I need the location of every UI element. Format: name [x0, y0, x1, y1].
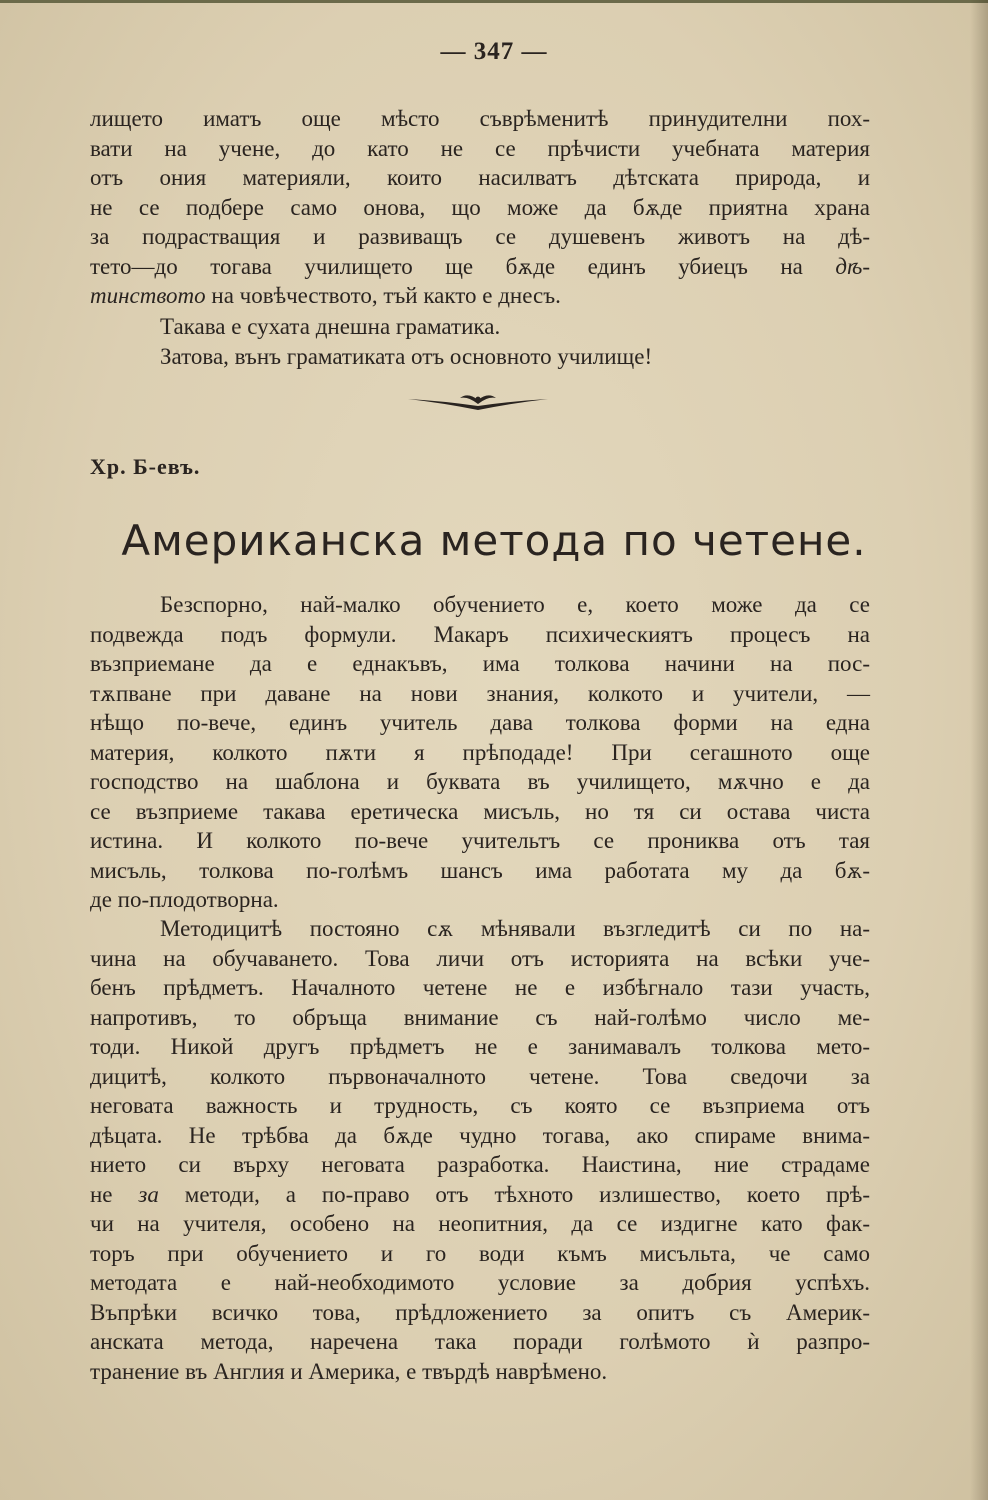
closing-line: Такава е сухата днешна граматика. — [160, 314, 501, 339]
text-line: чина на обучаването. Това личи отъ историята на всѣки уче- — [90, 945, 870, 971]
text-line: тоди. Никой другъ прѣдметъ не е занимавалъ толкова мето- — [90, 1034, 870, 1059]
text-line — [90, 1180, 870, 1210]
text-line: Методицитѣ постояно сѫ мѣнявали възгледитѣ си по на- — [160, 916, 870, 941]
text-segment: на човѣчеството, тъй както е днесъ. — [205, 283, 561, 308]
spine-shadow — [970, 0, 988, 1500]
text-line: се възприеме такава еретическа мисъль, но тя си остава чиста — [90, 798, 870, 824]
continued-paragraph — [90, 104, 870, 311]
text-line: нѣщо по-вече, единъ учитель дава толкова форми на една — [90, 710, 870, 735]
text-line: анската метода, наречена така поради голѣмото ѝ разпро- — [90, 1329, 870, 1354]
text-line: дицитѣ, колкото първоначалното четене. Това сведочи за — [90, 1063, 870, 1089]
text-line — [90, 281, 870, 311]
text-line: чи на учителя, особено на неопитния, да се издигне като фак- — [90, 1211, 870, 1236]
text-line: възприемане да е еднакъвъ, има толкова начини на пос- — [90, 651, 870, 676]
top-edge-rule — [0, 0, 988, 3]
text-line: отъ ония материяли, които насилватъ дѣтската природа, и — [90, 165, 870, 190]
text-line: методата е най-необходимото условие за добрия успѣхъ. — [90, 1270, 870, 1295]
text-line: подвежда подъ формули. Макаръ психическиятъ процесъ на — [90, 621, 870, 647]
section-divider-ornament-icon — [408, 390, 548, 412]
text-line: материя, колкото пѫти я прѣподаде! При сегашното още — [90, 739, 870, 765]
text-line: де по-плодотворна. — [90, 887, 279, 912]
text-line — [90, 252, 870, 282]
closing-line: Затова, вънъ граматиката отъ основното училище! — [160, 344, 653, 369]
text-line: господство на шаблона и буквата въ училището, мѫчно е да — [90, 769, 870, 794]
text-line: напротивъ, то обръща внимание съ най-голѣмо число ме- — [90, 1004, 870, 1030]
article-paragraph-1 — [90, 590, 870, 915]
text-line: торъ при обучението и го води къмъ мисъльта, че само — [90, 1240, 870, 1266]
italic-segment: дѣ- — [835, 253, 870, 279]
page-number: — 347 — — [440, 38, 548, 65]
text-line: неговата важность и трудность, съ която се възприема отъ — [90, 1093, 870, 1118]
italic-segment: за — [138, 1181, 159, 1207]
text-line: Безспорно, най-малко обучението е, което може да се — [160, 592, 870, 617]
text-line: транение въ Англия и Америка, е твърдѣ наврѣмено. — [90, 1358, 608, 1384]
text-line: Въпрѣки всичко това, прѣдложението за опитъ съ Америк- — [90, 1299, 870, 1325]
text-segment: тето—до тогава училището ще бѫде единъ убиецъ на — [90, 253, 836, 279]
text-line: нието си върху неговата разработка. Наистина, ние страдаме — [90, 1152, 870, 1177]
text-line: за подрастващия и развиващъ се душевенъ животъ на дѣ- — [90, 224, 870, 249]
text-segment: методи, а по-право отъ тѣхното излишество, което прѣ- — [158, 1181, 870, 1207]
article-paragraph-2 — [90, 914, 870, 1386]
article-title: Американска метода по четене. — [121, 516, 867, 565]
text-line: дѣцата. Не трѣбва да бѫде чудно тогава, ако спираме внима- — [90, 1122, 870, 1148]
text-line: бенъ прѣдметъ. Началното четене не е избѣгнало тази участь, — [90, 975, 870, 1000]
article-author: Хр. Б-евъ. — [90, 454, 201, 479]
text-segment: не — [90, 1181, 139, 1207]
text-line: лището иматъ още мѣсто съврѣменитѣ принудителни пох- — [90, 106, 870, 131]
italic-segment: тинството — [90, 283, 206, 308]
text-line: не се подбере само онова, що може да бѫде приятна храна — [90, 194, 870, 220]
text-line: вати на учене, до като не се прѣчисти учебната материя — [90, 135, 870, 161]
text-line: истина. И колкото по-вече учительтъ се прониква отъ тая — [90, 828, 870, 853]
text-line: тѫпване при даване на нови знания, колкото и учители, — — [90, 680, 870, 706]
text-line: мисъль, толкова по-голѣмъ шансъ има работата му да бѫ- — [90, 857, 870, 883]
